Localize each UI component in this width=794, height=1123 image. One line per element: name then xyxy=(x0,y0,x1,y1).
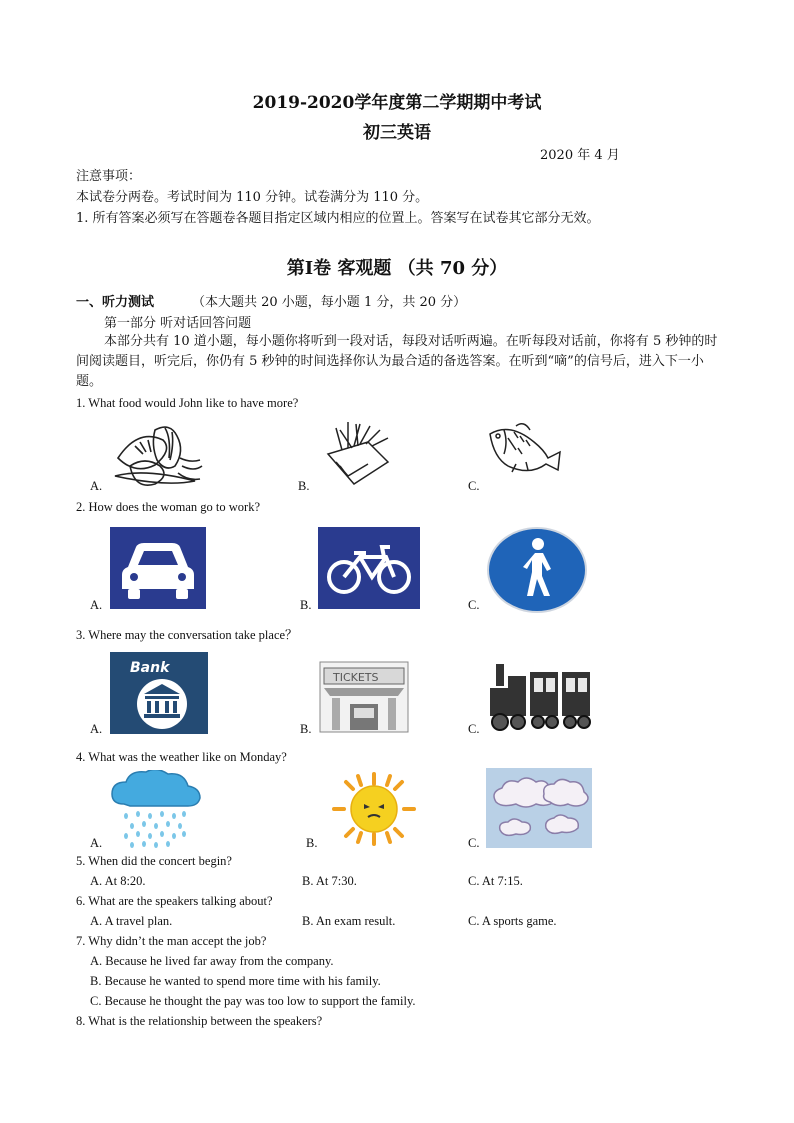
sun-icon xyxy=(326,770,422,848)
fish-icon xyxy=(486,420,562,474)
q1-option-c: C. xyxy=(468,479,480,493)
question-7: 7. Why didn’t the man accept the job? xyxy=(76,934,267,948)
q2-option-a: A. xyxy=(90,598,103,612)
part-heading: 一、听力测试 xyxy=(76,295,155,310)
section-title: 第Ⅰ卷 客观题 （共 70 分） xyxy=(286,258,508,279)
question-5: 5. When did the concert begin? xyxy=(76,854,232,868)
q6-option-a: A. A travel plan. xyxy=(90,914,173,928)
q4-option-a: A. xyxy=(90,836,103,850)
exam-date: 2020 年 4 月 xyxy=(540,148,620,163)
sub-heading: 第一部分 听对话回答问题 xyxy=(104,316,252,331)
q5-option-b: B. At 7:30. xyxy=(302,874,357,888)
q3-option-c: C. xyxy=(468,722,480,736)
q2-option-c: C. xyxy=(468,598,480,612)
q3-option-a: A. xyxy=(90,722,103,736)
q5-option-c: C. At 7:15. xyxy=(468,874,523,888)
q7-option-c: C. Because he thought the pay was too low to support the family. xyxy=(90,994,416,1008)
q4-option-b: B. xyxy=(306,836,318,850)
q7-option-b: B. Because he wanted to spend more time with his family. xyxy=(90,974,381,988)
vegetables-icon xyxy=(110,418,205,490)
pedestrian-icon xyxy=(486,527,588,613)
q7-option-a: A. Because he lived far away from the company. xyxy=(90,954,334,968)
q2-option-b: B. xyxy=(300,598,312,612)
q3-option-b: B. xyxy=(300,722,312,736)
question-6: 6. What are the speakers talking about? xyxy=(76,894,273,908)
part-note: （本大题共 20 小题，每小题 1 分，共 20 分） xyxy=(192,295,467,310)
q1-option-a: A. xyxy=(90,479,103,493)
rain-cloud-icon xyxy=(110,770,202,850)
q6-option-c: C. A sports game. xyxy=(468,914,557,928)
notes-line-1: 本试卷分两卷。考试时间为 110 分钟。试卷满分为 110 分。 xyxy=(76,190,429,205)
tickets-label: TICKETS xyxy=(333,671,379,684)
q6-option-b: B. An exam result. xyxy=(302,914,396,928)
bicycle-icon xyxy=(318,527,420,609)
question-1: 1. What food would John like to have more? xyxy=(76,396,299,410)
question-3: 3. Where may the conversation take place？ xyxy=(76,628,298,642)
q5-option-a: A. At 8:20. xyxy=(90,874,146,888)
question-2: 2. How does the woman go to work? xyxy=(76,500,260,514)
question-8: 8. What is the relationship between the speakers? xyxy=(76,1014,323,1028)
train-icon xyxy=(486,658,596,736)
q1-option-b: B. xyxy=(298,479,310,493)
q4-option-c: C. xyxy=(468,836,480,850)
bank-icon xyxy=(110,652,208,734)
question-4: 4. What was the weather like on Monday? xyxy=(76,750,287,764)
bank-label: Bank xyxy=(130,660,170,676)
notes-line-2: 1. 所有答案必须写在答题卷各题目指定区域内相应的位置上。答案写在试卷其它部分无效。 xyxy=(76,211,600,226)
exam-subject: 初三英语 xyxy=(363,123,431,143)
car-icon xyxy=(110,527,206,609)
instructions: 本部分共有 10 道小题，每小题你将听到一段对话，每段对话听两遍。在听每段对话前，你将有 5 秒钟的时间阅读题目，听完后，你仍有 5 秒钟的时间选择你认为最合适的备选答案。在听到“嘀”的信号后，进入下一小题。 xyxy=(76,334,718,389)
fries-icon xyxy=(322,420,394,488)
cloudy-icon xyxy=(486,768,592,848)
ticket-office-icon xyxy=(318,660,410,734)
exam-title: 2019-2020学年度第二学期期中考试 xyxy=(252,93,542,113)
notes-heading: 注意事项： xyxy=(76,169,142,184)
